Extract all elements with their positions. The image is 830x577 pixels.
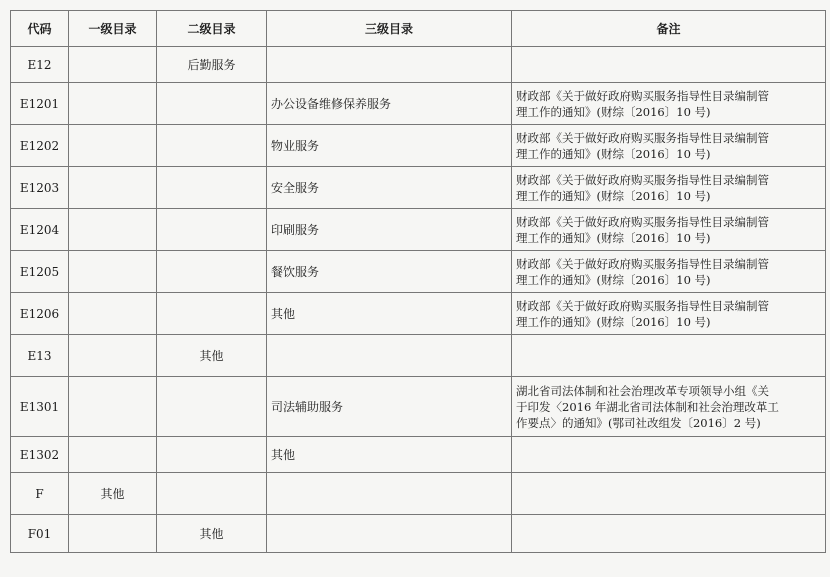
cell-code: E13 [11,335,69,377]
cell-code: E1302 [11,437,69,473]
cell-level1 [69,377,157,437]
note-line: 理工作的通知》(财综〔2016〕10 号) [516,104,711,119]
cell-level1 [69,335,157,377]
table-row [11,473,826,515]
cell-note [512,335,826,377]
header-level1: 一级目录 [69,11,157,47]
cell-level2: 其他 [157,335,267,377]
note-line: 理工作的通知》(财综〔2016〕10 号) [516,272,711,287]
note-line: 财政部《关于做好政府购买服务指导性目录编制管 [516,172,769,187]
cell-code: E1301 [11,377,69,437]
cell-level2 [157,293,267,335]
service-catalog-table [10,10,826,553]
note-line: 财政部《关于做好政府购买服务指导性目录编制管 [516,214,769,229]
cell-level1 [69,437,157,473]
cell-code: E1201 [11,83,69,125]
cell-code: E1204 [11,209,69,251]
cell-level3: 司法辅助服务 [267,377,512,437]
header-level2: 二级目录 [157,11,267,47]
header-code: 代码 [11,11,69,47]
table-row [11,83,826,125]
cell-code: F01 [11,515,69,553]
cell-code: E1205 [11,251,69,293]
cell-note [512,47,826,83]
header-note: 备注 [512,11,826,47]
cell-level2 [157,251,267,293]
cell-note [512,125,826,167]
table-row [11,377,826,437]
cell-note [512,515,826,553]
cell-level1 [69,125,157,167]
table-row [11,209,826,251]
cell-note [512,209,826,251]
cell-level1 [69,209,157,251]
cell-level3 [267,47,512,83]
cell-level3: 其他 [267,293,512,335]
cell-note [512,377,826,437]
cell-level2 [157,83,267,125]
note-line: 于印发〈2016 年湖北省司法体制和社会治理改革工 [516,399,779,414]
note-line: 财政部《关于做好政府购买服务指导性目录编制管 [516,256,769,271]
cell-note [512,251,826,293]
cell-level3 [267,473,512,515]
cell-level2 [157,437,267,473]
cell-note [512,83,826,125]
table-header-row [11,11,826,47]
note-line: 湖北省司法体制和社会治理改革专项领导小组《关 [516,383,769,398]
cell-level3: 餐饮服务 [267,251,512,293]
cell-level3 [267,335,512,377]
cell-note [512,473,826,515]
cell-level3: 印刷服务 [267,209,512,251]
cell-level1: 其他 [69,473,157,515]
cell-code: E1202 [11,125,69,167]
cell-level1 [69,251,157,293]
table-body [11,47,826,553]
note-line: 财政部《关于做好政府购买服务指导性目录编制管 [516,130,769,145]
cell-level3: 安全服务 [267,167,512,209]
cell-level2 [157,377,267,437]
cell-level2 [157,209,267,251]
cell-level1 [69,83,157,125]
table-row [11,125,826,167]
cell-code: F [11,473,69,515]
cell-note [512,437,826,473]
header-level3: 三级目录 [267,11,512,47]
cell-level2: 其他 [157,515,267,553]
note-line: 理工作的通知》(财综〔2016〕10 号) [516,188,711,203]
table-row [11,437,826,473]
note-line: 作要点〉的通知》(鄂司社改组发〔2016〕2 号) [516,415,761,430]
table-row [11,293,826,335]
cell-level1 [69,515,157,553]
cell-code: E1206 [11,293,69,335]
cell-level2 [157,125,267,167]
table-row [11,335,826,377]
table-row [11,167,826,209]
cell-level3 [267,515,512,553]
cell-level2 [157,167,267,209]
cell-note [512,167,826,209]
cell-level3: 其他 [267,437,512,473]
cell-note [512,293,826,335]
cell-level2 [157,473,267,515]
table-row [11,251,826,293]
cell-level3: 办公设备维修保养服务 [267,83,512,125]
cell-code: E1203 [11,167,69,209]
note-line: 理工作的通知》(财综〔2016〕10 号) [516,230,711,245]
note-line: 理工作的通知》(财综〔2016〕10 号) [516,146,711,161]
note-line: 理工作的通知》(财综〔2016〕10 号) [516,314,711,329]
cell-level1 [69,293,157,335]
cell-level2: 后勤服务 [157,47,267,83]
cell-code: E12 [11,47,69,83]
cell-level1 [69,167,157,209]
table-row [11,47,826,83]
note-line: 财政部《关于做好政府购买服务指导性目录编制管 [516,298,769,313]
cell-level3: 物业服务 [267,125,512,167]
cell-level1 [69,47,157,83]
table-row [11,515,826,553]
note-line: 财政部《关于做好政府购买服务指导性目录编制管 [516,88,769,103]
